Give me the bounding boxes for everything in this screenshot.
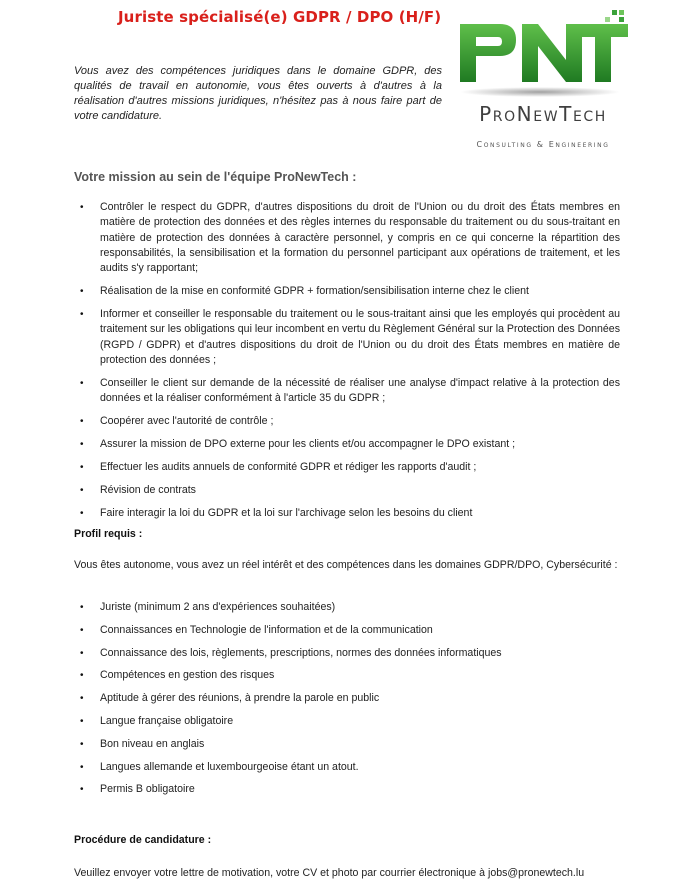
bullet-icon: • <box>80 624 84 636</box>
bullet-icon: • <box>80 461 84 473</box>
list-item-text: Effectuer les audits annuels de conformité GDPR et rédiger les rapports d'audit ; <box>100 460 477 473</box>
logo-mark <box>452 6 632 102</box>
list-item <box>74 376 620 407</box>
list-item <box>74 460 620 475</box>
list-item-text: Juriste (minimum 2 ans d'expériences souhaitées) <box>100 601 336 613</box>
list-item <box>74 437 620 452</box>
profile-list <box>74 600 620 805</box>
logo-tagline: Consulting & Engineering <box>476 140 610 149</box>
bullet-icon: • <box>80 286 84 298</box>
list-item-text: Connaissance des lois, règlements, prescriptions, normes des données informatiques <box>100 646 502 659</box>
bullet-icon: • <box>80 670 84 682</box>
bullet-icon: • <box>80 202 84 213</box>
list-item-text: Révision de contrats <box>100 483 196 496</box>
job-title: Juriste spécialisé(e) GDPR / DPO (H/F) <box>118 8 442 26</box>
bullet-icon: • <box>80 647 84 659</box>
list-item-text: Assurer la mission de DPO externe pour les clients et/ou accompagner le DPO existant ; <box>100 437 516 450</box>
mission-heading: Votre mission au sein de l'équipe ProNewTech : <box>74 170 357 184</box>
application-heading: Procédure de candidature : <box>74 834 212 846</box>
bullet-icon: • <box>80 507 84 519</box>
profile-intro: Vous êtes autonome, vous avez un réel intérêt et des compétences dans les domaines GDPR/DPO, Cybersécurité : <box>74 559 618 571</box>
bullet-icon: • <box>80 693 84 705</box>
list-item-text: Coopérer avec l'autorité de contrôle ; <box>100 414 274 427</box>
logo-company-name: ProNewTech <box>479 102 607 126</box>
list-item <box>74 760 620 775</box>
list-item <box>74 623 620 638</box>
bullet-icon: • <box>80 738 84 750</box>
bullet-icon: • <box>80 761 84 773</box>
list-item-text: Compétences en gestion des risques <box>100 669 275 682</box>
list-item-text: Conseiller le client sur demande de la nécessité de réaliser une analyse d'impact relative à la protection des données et la réaliser conformément à l'article 35 du GDPR ; <box>100 376 620 405</box>
list-item <box>74 307 620 368</box>
list-item <box>74 782 620 797</box>
job-intro: Vous avez des compétences juridiques dans le domaine GDPR, des qualités de travail en autonomie, vous êtes ouverts à d'autres à la réalisation d'autres missions juridiques, n'hésitez pas à nous faire part de votre candidature. <box>74 65 442 122</box>
company-logo <box>452 6 632 156</box>
mission-list <box>74 200 620 528</box>
list-item-text: Langues allemande et luxembourgeoise étant un atout. <box>100 760 359 773</box>
list-item-text: Contrôler le respect du GDPR, d'autres dispositions du droit de l'Union ou du droit des États membres en matière de protection des données et des règles internes du responsable du traitement ou du sous-traitant en matière de protection des données à caractère personnel, y compris en ce qui concerne la répartition des responsabilités, la sensibilisation et la formation du personnel participant aux opérations de traitement, et les audits s'y rapportant; <box>100 201 620 275</box>
bullet-icon: • <box>80 484 84 496</box>
list-item-text: Aptitude à gérer des réunions, à prendre la parole en public <box>100 692 380 705</box>
bullet-icon: • <box>80 602 84 613</box>
list-item <box>74 414 620 429</box>
list-item-text: Bon niveau en anglais <box>100 737 205 750</box>
bullet-icon: • <box>80 377 84 389</box>
bullet-icon: • <box>80 784 84 796</box>
list-item <box>74 506 620 521</box>
list-item-text: Informer et conseiller le responsable du traitement ou le sous-traitant ainsi que les employés qui procèdent au traitement sur les obligations qui leur incombent en vertu du Règlement Général sur la Protection des Données (RGPD / GDPR) et d'autres dispositions du droit de l'Union ou du droit des États membres en matière de protection des données ; <box>100 307 620 366</box>
list-item <box>74 737 620 752</box>
bullet-icon: • <box>80 415 84 427</box>
list-item <box>74 668 620 683</box>
bullet-icon: • <box>80 715 84 727</box>
bullet-icon: • <box>80 438 84 450</box>
list-item <box>74 646 620 661</box>
list-item <box>74 483 620 498</box>
list-item <box>74 284 620 299</box>
list-item <box>74 600 620 615</box>
list-item-text: Permis B obligatoire <box>100 783 195 796</box>
application-text: Veuillez envoyer votre lettre de motivation, votre CV et photo par courrier électronique à jobs@pronewtech.lu <box>74 867 585 879</box>
list-item <box>74 691 620 706</box>
list-item-text: Connaissances en Technologie de l'information et de la communication <box>100 623 433 636</box>
list-item <box>74 200 620 276</box>
list-item-text: Langue française obligatoire <box>100 714 234 727</box>
list-item-text: Réalisation de la mise en conformité GDPR + formation/sensibilisation interne chez le client <box>100 285 529 298</box>
list-item <box>74 714 620 729</box>
list-item-text: Faire interagir la loi du GDPR et la loi sur l'archivage selon les besoins du client <box>100 506 473 519</box>
bullet-icon: • <box>80 308 84 320</box>
profile-heading: Profil requis : <box>74 528 143 540</box>
